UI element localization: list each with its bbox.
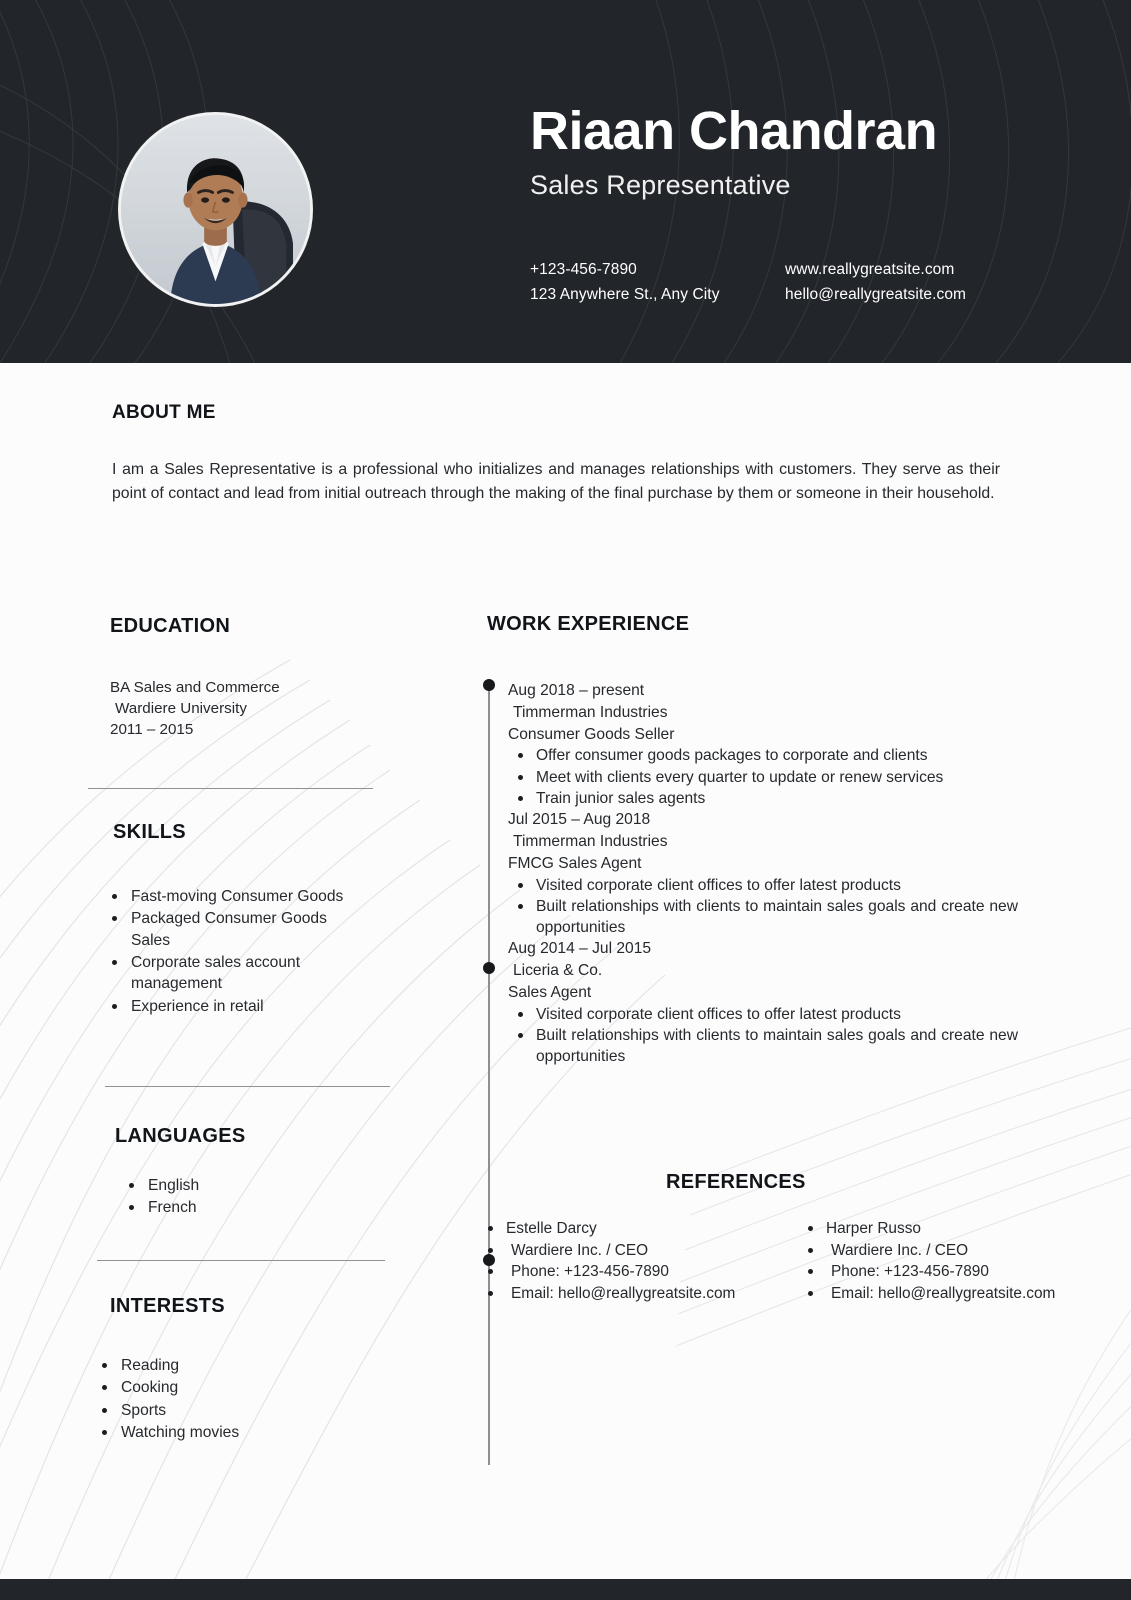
reference-name: Harper Russo: [800, 1218, 1120, 1240]
job-date: Aug 2014 – Jul 2015: [508, 940, 652, 958]
list-item: French: [122, 1197, 372, 1218]
list-item: Built relationships with clients to maintain sales goals and create new opportunities: [508, 1025, 1018, 1067]
contact-email[interactable]: hello@reallygreatsite.com: [785, 286, 967, 303]
contact-address: 123 Anywhere St., Any City: [530, 286, 720, 303]
contact-website[interactable]: www.reallygreatsite.com: [785, 261, 955, 278]
section-title-about: ABOUT ME: [112, 402, 216, 423]
job-entry: [508, 938, 1018, 1067]
education-years: 2011 – 2015: [110, 720, 194, 738]
list-item: English: [122, 1175, 372, 1196]
list-item: Train junior sales agents: [508, 788, 1018, 809]
timeline-dot: [483, 679, 495, 691]
job-company: Liceria & Co.: [513, 962, 603, 980]
timeline-line: [488, 685, 490, 1465]
list-item: Visited corporate client offices to offer latest products: [508, 875, 1018, 896]
section-title-education: EDUCATION: [110, 615, 231, 637]
timeline-dot: [483, 962, 495, 974]
section-title-interests: INTERESTS: [110, 1295, 225, 1317]
list-item: Watching movies: [95, 1422, 360, 1443]
job-date: Aug 2018 – present: [508, 682, 645, 699]
resume-header: [0, 0, 1131, 363]
job-title: Sales Representative: [530, 169, 791, 200]
job-role: FMCG Sales Agent: [508, 854, 642, 872]
job-company: Timmerman Industries: [513, 703, 668, 721]
name-block: [530, 103, 937, 201]
work-experience-list: [508, 680, 1018, 1067]
job-entry: [508, 680, 1018, 809]
section-title-references: REFERENCES: [666, 1171, 806, 1193]
interests-list: [95, 1355, 360, 1444]
divider-education: [88, 788, 373, 789]
list-item: Offer consumer goods packages to corporate and clients: [508, 745, 1018, 766]
portrait-photo: [121, 115, 310, 304]
footer-bar: [0, 1579, 1131, 1600]
job-entry: [508, 809, 1018, 938]
list-item: Cooking: [95, 1377, 360, 1398]
list-item: Sports: [95, 1400, 360, 1421]
list-item: Visited corporate client offices to offer latest products: [508, 1004, 1018, 1025]
education-degree: BA Sales and Commerce: [110, 679, 280, 696]
job-bullets: [508, 875, 1018, 939]
reference-entry: [480, 1218, 800, 1304]
list-item: Experience in retail: [105, 996, 370, 1017]
section-title-languages: LANGUAGES: [115, 1125, 246, 1147]
references-list: [480, 1218, 1120, 1304]
list-item: Meet with clients every quarter to update or renew services: [508, 767, 1018, 788]
reference-phone[interactable]: Phone: +123-456-7890: [800, 1261, 1120, 1283]
section-title-work-experience: WORK EXPERIENCE: [487, 613, 690, 635]
about-text: I am a Sales Representative is a professional who initializes and manages relationships with customers. They serve as their point of contact and lead from initial outreach through the making of the final purchase by them or someone in their household.: [112, 461, 1000, 503]
job-company: Timmerman Industries: [513, 832, 668, 850]
job-role: Consumer Goods Seller: [508, 725, 675, 743]
education-school: Wardiere University: [115, 699, 247, 717]
reference-email[interactable]: Email: hello@reallygreatsite.com: [480, 1283, 800, 1305]
contact-phone[interactable]: +123-456-7890: [530, 261, 637, 278]
list-item: Built relationships with clients to maintain sales goals and create new opportunities: [508, 896, 1018, 938]
page-title: Riaan Chandran: [530, 101, 938, 161]
job-bullets: [508, 1004, 1018, 1068]
job-bullets: [508, 745, 1018, 809]
list-item: Reading: [95, 1355, 360, 1376]
divider-languages: [97, 1260, 385, 1261]
section-title-skills: SKILLS: [113, 821, 186, 843]
reference-email[interactable]: Email: hello@reallygreatsite.com: [800, 1283, 1120, 1305]
reference-name: Estelle Darcy: [480, 1218, 800, 1240]
reference-company: Wardiere Inc. / CEO: [480, 1240, 800, 1262]
contact-info: [530, 261, 1020, 304]
job-date: Jul 2015 – Aug 2018: [508, 811, 651, 829]
education-entry: [110, 678, 280, 741]
list-item: Corporate sales account management: [105, 952, 370, 995]
list-item: Packaged Consumer Goods Sales: [105, 908, 370, 951]
reference-entry: [800, 1218, 1120, 1304]
reference-phone[interactable]: Phone: +123-456-7890: [480, 1261, 800, 1283]
divider-skills: [105, 1086, 390, 1087]
list-item: Fast-moving Consumer Goods: [105, 886, 370, 907]
skills-list: [105, 886, 370, 1018]
languages-list: [122, 1175, 372, 1220]
job-role: Sales Agent: [508, 983, 592, 1001]
reference-company: Wardiere Inc. / CEO: [800, 1240, 1120, 1262]
avatar: [118, 112, 313, 307]
